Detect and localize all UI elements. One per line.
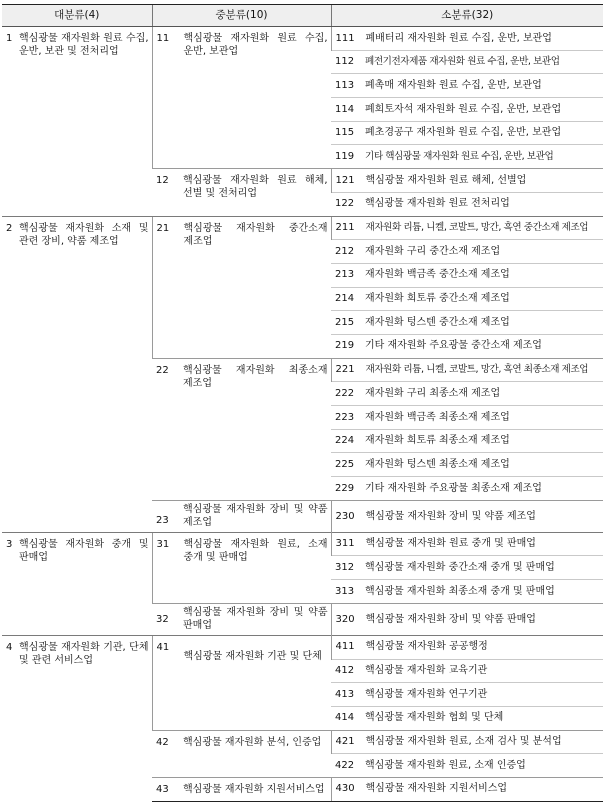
- minor-cell: [331, 263, 603, 287]
- major-code: 3: [6, 538, 13, 550]
- minor-cell: [331, 169, 603, 193]
- minor-cell: [331, 580, 603, 604]
- minor-code: 224: [335, 435, 355, 447]
- minor-code: 311: [335, 538, 355, 550]
- middle-name: 핵심광물 재자원화 원료 수집, 운반, 보관업: [183, 33, 328, 57]
- middle-cell: [152, 635, 331, 730]
- minor-code: 114: [335, 103, 355, 115]
- minor-name: 핵심광물 재자원화 원료 중개 및 판매업: [365, 538, 536, 550]
- minor-cell: [331, 358, 603, 382]
- minor-code: 229: [335, 482, 355, 494]
- header-minor: 소분류(32): [331, 5, 603, 27]
- header-major: 대분류(4): [2, 5, 152, 27]
- minor-cell: [331, 500, 603, 532]
- minor-cell: [331, 556, 603, 580]
- minor-code: 313: [335, 585, 355, 597]
- minor-cell: [331, 192, 603, 216]
- minor-cell: [331, 730, 603, 754]
- middle-name: 핵심광물 재자원화 최종소재 제조업: [183, 364, 328, 389]
- minor-code: 221: [335, 364, 355, 376]
- minor-name: 핵심광물 재자원화 지원서비스업: [365, 783, 508, 795]
- middle-cell: [152, 603, 331, 635]
- minor-code: 113: [335, 79, 355, 91]
- minor-name: 재자원화 희토류 최종소재 제조업: [365, 435, 510, 447]
- minor-cell: [331, 287, 603, 311]
- minor-cell: [331, 121, 603, 145]
- major-cell: [2, 635, 152, 801]
- minor-name: 재자원화 리튬, 니켈, 코발트, 망간, 흑연 중간소재 제조업: [365, 222, 589, 233]
- minor-code: 413: [335, 688, 355, 700]
- major-cell: [2, 532, 152, 635]
- minor-cell: [331, 311, 603, 335]
- classification-table: [2, 4, 603, 802]
- minor-code: 430: [335, 783, 355, 795]
- minor-code: 230: [335, 510, 355, 522]
- minor-name: 재자원화 텅스텐 최종소재 제조업: [365, 458, 510, 470]
- minor-name: 핵심광물 재자원화 원료 해체, 선별업: [365, 174, 527, 186]
- middle-cell: [152, 169, 331, 216]
- minor-name: 재자원화 백금족 중간소재 제조업: [365, 269, 510, 281]
- major-code: 2: [6, 222, 13, 234]
- middle-code: 23: [156, 514, 169, 526]
- minor-name: 핵심광물 재자원화 장비 및 약품 제조업: [365, 510, 536, 522]
- minor-code: 111: [335, 32, 355, 44]
- middle-code: 11: [156, 33, 170, 44]
- minor-code: 225: [335, 458, 355, 470]
- table-row: [2, 27, 603, 51]
- minor-name: 핵심광물 재자원화 교육기관: [365, 665, 488, 676]
- minor-cell: [331, 74, 603, 98]
- header-middle: 중분류(10): [152, 5, 331, 27]
- minor-cell: [331, 50, 603, 74]
- minor-cell: [331, 27, 603, 51]
- major-name: 핵심광물 재자원화 중개 및 판매업: [19, 538, 149, 563]
- minor-code: 320: [335, 613, 355, 625]
- major-cell: [2, 216, 152, 532]
- middle-code: 41: [156, 641, 170, 653]
- minor-code: 223: [335, 411, 355, 423]
- minor-name: 핵심광물 재자원화 협회 및 단체: [365, 712, 504, 724]
- minor-name: 핵심광물 재자원화 공공행정: [365, 641, 488, 653]
- minor-code: 119: [335, 150, 355, 162]
- minor-cell: [331, 754, 603, 778]
- middle-cell: [152, 216, 331, 358]
- minor-code: 213: [335, 269, 355, 281]
- minor-code: 412: [335, 665, 355, 676]
- minor-code: 115: [335, 127, 355, 139]
- table-row: [2, 216, 603, 240]
- middle-name: 핵심광물 재자원화 원료, 소재 중개 및 판매업: [183, 538, 328, 563]
- middle-name: 핵심광물 재자원화 지원서비스업: [183, 783, 325, 795]
- minor-name: 기타 핵심광물 재자원화 원료 수집, 운반, 보관업: [365, 150, 554, 162]
- major-name: 핵심광물 재자원화 기관, 단체 및 관련 서비스업: [19, 641, 149, 666]
- minor-code: 215: [335, 316, 355, 328]
- minor-name: 재자원화 백금족 최종소재 제조업: [365, 411, 510, 423]
- minor-cell: [331, 145, 603, 169]
- middle-name: 핵심광물 재자원화 중간소재 제조업: [183, 222, 328, 247]
- minor-code: 422: [335, 759, 355, 771]
- middle-cell: [152, 500, 331, 532]
- table-row: [2, 635, 603, 659]
- header-row: [2, 5, 603, 27]
- middle-cell: [152, 27, 331, 169]
- minor-cell: [331, 406, 603, 430]
- middle-cell: [152, 358, 331, 500]
- minor-name: 폐희토자석 재자원화 원료 수집, 운반, 보관업: [365, 103, 562, 115]
- minor-cell: [331, 334, 603, 358]
- minor-code: 312: [335, 561, 355, 573]
- minor-name: 핵심광물 재자원화 원료, 소재 검사 및 분석업: [365, 736, 562, 748]
- minor-name: 재자원화 리튬, 니켈, 코발트, 망간, 흑연 최종소재 제조업: [365, 364, 589, 376]
- major-name: 핵심광물 재자원화 원료 수집, 운반, 보관 및 전처리업: [19, 33, 149, 57]
- minor-name: 폐촉매 재자원화 원료 수집, 운반, 보관업: [365, 79, 542, 91]
- minor-cell: [331, 706, 603, 730]
- minor-name: 핵심광물 재자원화 최종소재 중개 및 판매업: [365, 585, 555, 597]
- middle-name: 핵심광물 재자원화 분석, 인증업: [183, 736, 322, 748]
- minor-name: 폐전기전자제품 재자원화 원료 수집, 운반, 보관업: [365, 56, 560, 68]
- middle-name: 핵심광물 재자원화 원료 해체, 선별 및 전처리업: [183, 175, 328, 200]
- minor-name: 핵심광물 재자원화 원료 전처리업: [365, 198, 510, 210]
- middle-name: 핵심광물 재자원화 기관 및 단체: [183, 650, 322, 662]
- middle-code: 42: [156, 736, 169, 748]
- minor-code: 122: [335, 198, 355, 210]
- minor-code: 421: [335, 736, 355, 748]
- minor-cell: [331, 635, 603, 659]
- minor-code: 411: [335, 641, 355, 653]
- minor-name: 기타 재자원화 주요광물 중간소재 제조업: [365, 340, 542, 352]
- middle-code: 12: [156, 175, 169, 187]
- middle-code: 22: [156, 364, 169, 376]
- table-row: [2, 532, 603, 556]
- minor-name: 재자원화 구리 최종소재 제조업: [365, 387, 501, 399]
- middle-code: 43: [156, 783, 169, 795]
- minor-name: 재자원화 희토류 중간소재 제조업: [365, 293, 510, 305]
- minor-cell: [331, 603, 603, 635]
- major-cell: [2, 27, 152, 217]
- minor-code: 211: [335, 222, 355, 233]
- minor-name: 핵심광물 재자원화 연구기관: [365, 688, 488, 700]
- minor-code: 212: [335, 245, 355, 257]
- minor-name: 폐배터리 재자원화 원료 수집, 운반, 보관업: [365, 32, 552, 44]
- minor-name: 핵심광물 재자원화 원료, 소재 인증업: [365, 759, 526, 771]
- minor-cell: [331, 683, 603, 707]
- middle-cell: [152, 730, 331, 777]
- minor-code: 112: [335, 56, 355, 68]
- minor-name: 재자원화 구리 중간소재 제조업: [365, 245, 501, 257]
- middle-cell: [152, 777, 331, 801]
- minor-name: 기타 재자원화 주요광물 최종소재 제조업: [365, 482, 542, 494]
- minor-name: 핵심광물 재자원화 중간소재 중개 및 판매업: [365, 561, 555, 573]
- middle-code: 32: [156, 613, 169, 625]
- minor-cell: [331, 382, 603, 406]
- major-name: 핵심광물 재자원화 소재 및 관련 장비, 약품 제조업: [19, 222, 149, 247]
- minor-cell: [331, 216, 603, 240]
- minor-cell: [331, 477, 603, 501]
- minor-code: 214: [335, 293, 355, 305]
- minor-cell: [331, 429, 603, 453]
- major-code: 1: [6, 33, 13, 44]
- middle-code: 21: [156, 222, 170, 234]
- minor-cell: [331, 240, 603, 264]
- middle-code: 31: [156, 538, 170, 550]
- minor-cell: [331, 532, 603, 556]
- minor-cell: [331, 659, 603, 683]
- middle-name: 핵심광물 재자원화 장비 및 약품 제조업: [183, 503, 328, 528]
- minor-name: 폐초경공구 재자원화 원료 수집, 운반, 보관업: [365, 127, 562, 139]
- minor-cell: [331, 453, 603, 477]
- minor-code: 121: [335, 174, 355, 186]
- middle-name: 핵심광물 재자원화 장비 및 약품 판매업: [183, 606, 328, 631]
- minor-cell: [331, 98, 603, 122]
- minor-name: 핵심광물 재자원화 장비 및 약품 판매업: [365, 613, 536, 625]
- minor-code: 222: [335, 387, 355, 399]
- minor-code: 219: [335, 340, 355, 352]
- middle-cell: [152, 532, 331, 603]
- minor-cell: [331, 777, 603, 801]
- major-code: 4: [6, 641, 13, 653]
- minor-code: 414: [335, 712, 355, 724]
- minor-name: 재자원화 텅스텐 중간소재 제조업: [365, 316, 510, 328]
